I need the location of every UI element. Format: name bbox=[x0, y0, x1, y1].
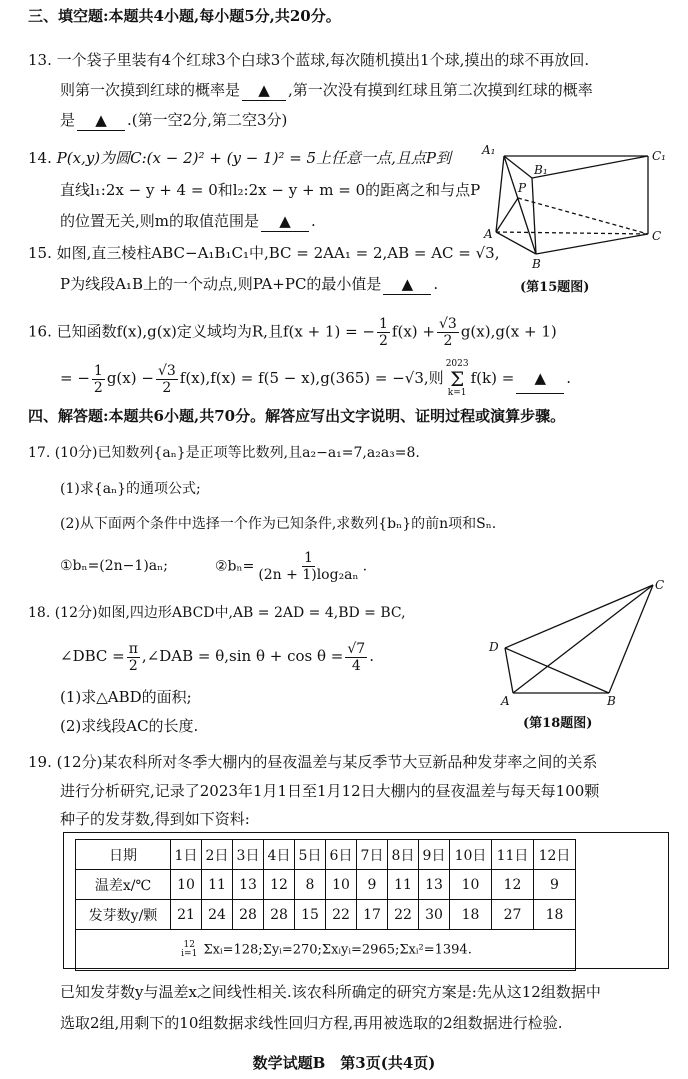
q16-frac2 bbox=[437, 316, 459, 349]
q16-sum-bottom: k=1 bbox=[447, 388, 467, 398]
q16-frac3 bbox=[92, 363, 105, 396]
q14-text1: P(x,y)为圆C:(x − 2)² + (y − 1)² = 5上任意一点,且点P到 bbox=[56, 149, 451, 167]
q16-frac1-num: 1 bbox=[379, 316, 388, 332]
q13-number: 13. bbox=[28, 51, 52, 69]
q17-cond1: ①bₙ=(2n−1)aₙ; bbox=[60, 558, 168, 574]
table-cell: 24 bbox=[202, 900, 233, 930]
q17-cond2-num: 1 bbox=[303, 550, 313, 566]
q18-text2a: ∠DBC = bbox=[60, 647, 125, 665]
q15-label-c1: C₁ bbox=[652, 149, 666, 163]
q19-text1: (12分)某农科所对冬季大棚内的昼夜温差与某反季节大豆新品种发芽率之间的关系 bbox=[56, 753, 598, 771]
q16-line1 bbox=[28, 316, 557, 349]
table-cell: 9 bbox=[534, 870, 576, 900]
q19-line2: 进行分析研究,记录了2023年1月1日至1月12日大棚内的昼夜温差与每天每100颗 bbox=[60, 782, 600, 800]
q19-number: 19. bbox=[28, 753, 52, 771]
q15-number: 15. bbox=[28, 244, 52, 262]
q15-label-b: B bbox=[532, 257, 541, 271]
table-cell: 27 bbox=[492, 900, 534, 930]
q17-cond2-prefix: ②bₙ= bbox=[215, 558, 255, 575]
q19-after1: 已知发芽数y与温差x之间线性相关.该农科所确定的研究方案是:先从这12组数据中 bbox=[60, 983, 601, 1001]
q13-text2a: 则第一次摸到红球的概率是 bbox=[60, 81, 241, 99]
q19-sum-limits bbox=[181, 941, 197, 959]
q18-frac2-num: √7 bbox=[347, 640, 366, 657]
table-cell: 17 bbox=[357, 900, 388, 930]
q17-cond2-frac bbox=[256, 550, 360, 583]
q15-text1: 如图,直三棱柱ABC−A₁B₁C₁中,BC = 2AA₁ = 2,AB = AC = √3, bbox=[56, 244, 500, 262]
q13-text1: 一个袋子里装有4个红球3个白球3个蓝球,每次随机摸出1个球,摸出的球不再放回. bbox=[56, 51, 590, 69]
q18-label-b: B bbox=[607, 694, 616, 708]
q18-label-a: A bbox=[501, 694, 510, 708]
q18-line2 bbox=[60, 640, 374, 674]
q16-text2d: f(k) = bbox=[470, 369, 515, 387]
q14-text3a: 的位置无关,则m的取值范围是 bbox=[60, 212, 259, 230]
table-cell: 8日 bbox=[388, 840, 419, 870]
q18-frac1-num: π bbox=[128, 640, 138, 657]
q18-frac1 bbox=[127, 641, 140, 674]
q15-text2b: . bbox=[433, 275, 439, 293]
table-cell: 5日 bbox=[295, 840, 326, 870]
q18-part2: (2)求线段AC的长度. bbox=[60, 717, 199, 735]
q16-frac2-num: √3 bbox=[438, 316, 457, 332]
q13-line3 bbox=[60, 110, 287, 131]
q14-text2: 直线l₁:2x − y + 4 = 0和l₂:2x − y + m = 0的距离之和与点P bbox=[60, 181, 481, 199]
table-cell: 12 bbox=[264, 870, 295, 900]
q15-prism-figure bbox=[480, 140, 670, 270]
q18-frac2-den: 4 bbox=[351, 657, 361, 674]
q19-line1 bbox=[28, 752, 597, 772]
q16-frac4 bbox=[156, 363, 178, 396]
q14-line1 bbox=[28, 148, 451, 168]
table-cell: 22 bbox=[388, 900, 419, 930]
q15-caption: (第15题图) bbox=[520, 280, 590, 295]
q18-label-d: D bbox=[489, 640, 499, 654]
q17-line1 bbox=[28, 443, 420, 463]
q16-line2 bbox=[60, 360, 571, 398]
table-cell: 9日 bbox=[419, 840, 450, 870]
table-cell: 3日 bbox=[233, 840, 264, 870]
q16-number: 16. bbox=[28, 322, 52, 341]
q16-blank[interactable]: ▲ bbox=[516, 363, 564, 394]
table-row bbox=[76, 930, 576, 971]
q15-line2 bbox=[60, 274, 438, 295]
table-cell: 11日 bbox=[492, 840, 534, 870]
q16-frac4-num: √3 bbox=[157, 362, 176, 379]
table-cell: 21 bbox=[171, 900, 202, 930]
q13-blank2[interactable]: ▲ bbox=[77, 110, 125, 131]
q16-frac4-den: 2 bbox=[162, 379, 172, 396]
q16-text1a: 已知函数f(x),g(x)定义域均为R,且f(x + 1) = − bbox=[56, 322, 375, 341]
table-cell: 6日 bbox=[326, 840, 357, 870]
table-cell: 8 bbox=[295, 870, 326, 900]
q18-part1: (1)求△ABD的面积; bbox=[60, 688, 192, 706]
table-cell: 10 bbox=[326, 870, 357, 900]
q18-text1: (12分)如图,四边形ABCD中,AB = 2AD = 4,BD = BC, bbox=[54, 605, 406, 621]
table-cell: 9 bbox=[357, 870, 388, 900]
q15-blank[interactable]: ▲ bbox=[383, 274, 431, 295]
q14-line2 bbox=[60, 180, 480, 200]
q16-text2b: g(x) − bbox=[106, 369, 154, 387]
q15-label-a: A bbox=[484, 227, 493, 241]
q19-after2: 选取2组,用剩下的10组数据求线性回归方程,再用被选取的2组数据进行检验. bbox=[60, 1014, 563, 1032]
q17-cond2-suffix: . bbox=[362, 558, 368, 575]
q15-label-a1: A₁ bbox=[482, 143, 496, 157]
q14-text3b: . bbox=[311, 212, 316, 230]
table-cell: 10日 bbox=[450, 840, 492, 870]
q19-sums-text: Σxᵢ=128;Σyᵢ=270;Σxᵢyᵢ=2965;Σxᵢ²=1394. bbox=[203, 942, 472, 958]
table-cell: 28 bbox=[264, 900, 295, 930]
q19-sum-top: 12 bbox=[183, 940, 195, 950]
q13-blank1[interactable]: ▲ bbox=[242, 80, 286, 101]
q16-text2e: . bbox=[566, 369, 572, 387]
table-cell: 15 bbox=[295, 900, 326, 930]
q17-number: 17. bbox=[28, 445, 51, 461]
q16-frac3-den: 2 bbox=[93, 379, 103, 396]
table-cell: 1日 bbox=[171, 840, 202, 870]
q13-line2 bbox=[60, 80, 593, 101]
table-cell: 4日 bbox=[264, 840, 295, 870]
table-cell: 12日 bbox=[534, 840, 576, 870]
q15-label-p: P bbox=[518, 181, 527, 195]
q14-number: 14. bbox=[28, 149, 52, 167]
q18-frac1-den: 2 bbox=[128, 657, 138, 674]
section-3-header: 三、填空题:本题共4小题,每小题5分,共20分。 bbox=[28, 7, 341, 25]
section-4-header: 四、解答题:本题共6小题,共70分。解答应写出文字说明、证明过程或演算步骤。 bbox=[28, 407, 566, 425]
q14-blank[interactable]: ▲ bbox=[261, 211, 309, 232]
q15-text2a: P为线段A₁B上的一个动点,则PA+PC的最小值是 bbox=[60, 275, 382, 293]
table-cell: 10 bbox=[171, 870, 202, 900]
table-cell: 温差x/℃ bbox=[76, 870, 171, 900]
q18-text2c: . bbox=[369, 647, 374, 665]
q18-line1 bbox=[28, 603, 406, 623]
q16-sum-top: 2023 bbox=[445, 359, 469, 369]
q15-label-c: C bbox=[652, 229, 662, 243]
table-row bbox=[76, 870, 576, 900]
table-cell: 7日 bbox=[357, 840, 388, 870]
q13-text2b: ,第一次没有摸到红球且第二次摸到红球的概率 bbox=[288, 81, 593, 99]
q13-text3a: 是 bbox=[60, 111, 76, 129]
table-cell: 18 bbox=[534, 900, 576, 930]
table-cell: 发芽数y/颗 bbox=[76, 900, 171, 930]
q18-frac2 bbox=[345, 641, 367, 674]
q17-part1: (1)求{aₙ}的通项公式; bbox=[60, 481, 201, 497]
q16-text2a: = − bbox=[60, 369, 90, 387]
q16-text1b: f(x) + bbox=[391, 322, 435, 341]
q18-number: 18. bbox=[28, 605, 51, 621]
q18-text2b: ,∠DAB = θ,sin θ + cos θ = bbox=[141, 647, 344, 665]
q16-frac1-den: 2 bbox=[379, 333, 388, 349]
q17-cond2-den: (2n + 1)log₂aₙ bbox=[258, 567, 359, 583]
q17-part2: (2)从下面两个条件中选择一个作为已知条件,求数列{bₙ}的前n项和Sₙ. bbox=[60, 516, 497, 532]
q16-text1c: g(x),g(x + 1) bbox=[460, 322, 557, 341]
q18-caption: (第18题图) bbox=[523, 716, 593, 731]
q18-quadrilateral-figure bbox=[485, 575, 675, 715]
q17-text1: (10分)已知数列{aₙ}是正项等比数列,且a₂−a₁=7,a₂a₃=8. bbox=[54, 445, 420, 461]
q15-label-b1: B₁ bbox=[534, 163, 548, 177]
q17-cond2 bbox=[215, 550, 367, 583]
q15-line1 bbox=[28, 243, 500, 263]
q19-sum-bottom: i=1 bbox=[181, 949, 198, 959]
q16-text2c: f(x),f(x) = f(5 − x),g(365) = −√3,则 bbox=[179, 369, 444, 387]
table-cell: 11 bbox=[202, 870, 233, 900]
table-cell: 11 bbox=[388, 870, 419, 900]
table-cell: 日期 bbox=[76, 840, 171, 870]
q16-frac2-den: 2 bbox=[443, 333, 453, 349]
table-cell: 2日 bbox=[202, 840, 233, 870]
q13-line1 bbox=[28, 50, 589, 70]
q19-data-table bbox=[75, 839, 576, 971]
q16-sum-symbol bbox=[446, 360, 469, 398]
q18-label-c: C bbox=[655, 578, 665, 592]
q14-line3 bbox=[60, 211, 316, 232]
table-cell: 13 bbox=[233, 870, 264, 900]
q16-frac3-num: 1 bbox=[93, 362, 103, 379]
table-cell: 12 bbox=[492, 870, 534, 900]
q19-sums-cell bbox=[76, 930, 576, 971]
table-cell: 28 bbox=[233, 900, 264, 930]
table-cell: 13 bbox=[419, 870, 450, 900]
q13-text3b: .(第一空2分,第二空3分) bbox=[127, 111, 288, 129]
table-cell: 22 bbox=[326, 900, 357, 930]
q19-line3: 种子的发芽数,得到如下资料: bbox=[60, 810, 250, 828]
sigma-icon: Σ bbox=[450, 367, 465, 391]
table-cell: 10 bbox=[450, 870, 492, 900]
table-row bbox=[76, 900, 576, 930]
q16-frac1 bbox=[377, 316, 390, 349]
table-cell: 30 bbox=[419, 900, 450, 930]
table-cell: 18 bbox=[450, 900, 492, 930]
page-footer: 数学试题B 第3页(共4页) bbox=[252, 1054, 436, 1072]
table-row bbox=[76, 840, 576, 870]
